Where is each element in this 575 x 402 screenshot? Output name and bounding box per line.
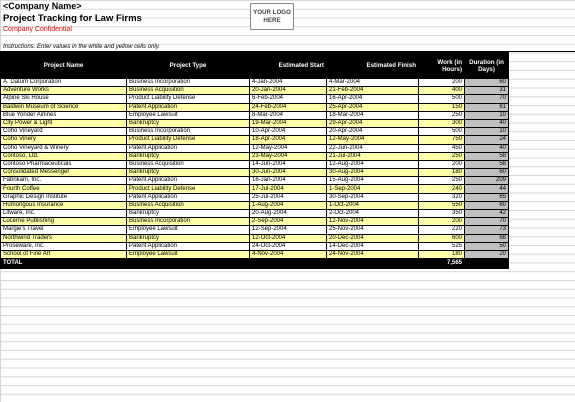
project-name-cell[interactable]: Lucerne Publishing [1, 218, 127, 226]
project-name-cell[interactable]: City Power & Light [1, 119, 127, 127]
table-row [1, 79, 509, 87]
estimated-finish-cell[interactable]: 14-Dec-2004 [327, 242, 419, 250]
estimated-finish-cell[interactable]: 20-Dec-2004 [327, 234, 419, 242]
project-table [0, 52, 509, 269]
estimated-finish-cell[interactable]: 1-Sep-2004 [327, 185, 419, 193]
estimated-start-cell[interactable]: 12-Sep-2004 [250, 226, 327, 234]
estimated-finish-cell[interactable]: 25-Nov-2004 [327, 226, 419, 234]
project-name-cell[interactable]: Alpine Ski House [1, 95, 127, 103]
table-row [1, 169, 509, 177]
duration-cell[interactable]: 58 [465, 152, 509, 160]
project-type-cell[interactable]: Bankruptcy [127, 169, 250, 177]
work-hours-cell[interactable]: 240 [419, 185, 465, 193]
estimated-start-cell[interactable]: 12-May-2004 [250, 144, 327, 152]
estimated-start-cell[interactable]: 4-Jan-2004 [250, 79, 327, 87]
project-name-cell[interactable]: Litware, Inc. [1, 210, 127, 218]
project-name-cell[interactable]: Northwind Traders [1, 234, 127, 242]
table-row [1, 185, 509, 193]
duration-cell[interactable]: 68 [465, 234, 509, 242]
table-row [1, 226, 509, 234]
work-hours-cell[interactable]: 200 [419, 160, 465, 168]
work-hours-cell[interactable]: 220 [419, 226, 465, 234]
estimated-start-cell[interactable]: 17-Jul-2004 [250, 185, 327, 193]
estimated-finish-cell[interactable]: 21-Jul-2004 [327, 152, 419, 160]
project-name-cell[interactable]: School of Fine Art [1, 250, 127, 258]
project-type-cell[interactable]: Patent Application [127, 103, 250, 111]
estimated-start-cell[interactable]: 16-Jan-2004 [250, 177, 327, 185]
estimated-start-cell[interactable]: 19-Mar-2004 [250, 119, 327, 127]
duration-cell[interactable]: 44 [465, 185, 509, 193]
project-type-cell[interactable]: Bankruptcy [127, 152, 250, 160]
table-row [1, 242, 509, 250]
project-type-cell[interactable]: Patent Application [127, 144, 250, 152]
col-header-work-hours[interactable]: Work (in Hours) [419, 53, 465, 79]
duration-cell[interactable]: 31 [465, 87, 509, 95]
estimated-finish-cell[interactable]: 30-Sep-2004 [327, 193, 419, 201]
project-type-cell[interactable]: Business Acquisition [127, 160, 250, 168]
estimated-start-cell[interactable]: 30-Jun-2004 [250, 169, 327, 177]
project-name-cell[interactable]: Proseware, Inc. [1, 242, 127, 250]
project-name-cell[interactable]: Adventure Works [1, 87, 127, 95]
total-empty-cell[interactable] [327, 259, 419, 269]
work-hours-cell[interactable]: 525 [419, 242, 465, 250]
estimated-start-cell[interactable]: 6-Feb-2004 [250, 95, 327, 103]
estimated-finish-cell[interactable]: 29-Apr-2004 [327, 119, 419, 127]
duration-cell[interactable]: 42 [465, 210, 509, 218]
estimated-finish-cell[interactable]: 18-Mar-2004 [327, 111, 419, 119]
sheet-title[interactable]: Project Tracking for Law Firms [3, 13, 142, 24]
project-name-cell[interactable]: Contoso Pharmaceuticals [1, 160, 127, 168]
estimated-start-cell[interactable]: 20-Jan-2004 [250, 87, 327, 95]
estimated-start-cell[interactable]: 4-Nov-2004 [250, 250, 327, 258]
table-row [1, 103, 509, 111]
work-hours-cell[interactable]: 350 [419, 210, 465, 218]
work-hours-cell[interactable]: 250 [419, 177, 465, 185]
work-hours-cell[interactable]: 200 [419, 79, 465, 87]
estimated-finish-cell[interactable]: 22-Jun-2004 [327, 144, 419, 152]
project-type-cell[interactable]: Product Liability Defense [127, 185, 250, 193]
confidential-label[interactable]: Company Confidential [3, 26, 72, 33]
project-name-cell[interactable]: Blue Yonder Airlines [1, 111, 127, 119]
project-name-cell[interactable]: Fabrikam, Inc. [1, 177, 127, 185]
total-empty-cell[interactable] [250, 259, 327, 269]
work-hours-cell[interactable]: 750 [419, 136, 465, 144]
estimated-finish-cell[interactable]: 1-Oct-2004 [327, 201, 419, 209]
table-row [1, 160, 509, 168]
table-row [1, 234, 509, 242]
table-row [1, 152, 509, 160]
project-name-cell[interactable]: Margie's Travel [1, 226, 127, 234]
work-hours-cell[interactable]: 250 [419, 152, 465, 160]
estimated-start-cell[interactable]: 12-Oct-2004 [250, 234, 327, 242]
col-header-estimated-start[interactable]: Estimated Start [250, 53, 327, 79]
table-row [1, 119, 509, 127]
project-type-cell[interactable]: Bankruptcy [127, 234, 250, 242]
project-name-cell[interactable]: Coho Vinery [1, 136, 127, 144]
total-empty-cell[interactable] [465, 259, 509, 269]
project-name-cell[interactable]: Contoso, Ltd. [1, 152, 127, 160]
duration-cell[interactable]: 70 [465, 218, 509, 226]
estimated-start-cell[interactable]: 24-Feb-2004 [250, 103, 327, 111]
project-type-cell[interactable]: Patent Application [127, 193, 250, 201]
table-row [1, 250, 509, 258]
estimated-finish-cell[interactable]: 16-Apr-2004 [327, 95, 419, 103]
duration-cell[interactable]: 40 [465, 144, 509, 152]
total-label[interactable]: TOTAL [1, 259, 127, 269]
logo-placeholder[interactable]: YOUR LOGO HERE [250, 3, 294, 30]
project-name-cell[interactable]: Graphic Design Institute [1, 193, 127, 201]
work-hours-cell[interactable]: 300 [419, 119, 465, 127]
estimated-finish-cell[interactable]: 12-Nov-2004 [327, 218, 419, 226]
estimated-start-cell[interactable]: 2-Sep-2004 [250, 218, 327, 226]
project-name-cell[interactable]: Baldwin Museum of Science [1, 103, 127, 111]
work-hours-cell[interactable]: 400 [419, 87, 465, 95]
table-row [1, 136, 509, 144]
work-hours-cell[interactable]: 600 [419, 234, 465, 242]
table-row [1, 144, 509, 152]
total-work[interactable]: 7,565 [419, 259, 465, 269]
duration-cell[interactable]: 209 [465, 177, 509, 185]
estimated-finish-cell[interactable]: 12-Aug-2004 [327, 160, 419, 168]
estimated-finish-cell[interactable]: 20-Apr-2004 [327, 128, 419, 136]
table-row [1, 218, 509, 226]
project-type-cell[interactable]: Employee Lawsuit [127, 226, 250, 234]
estimated-start-cell[interactable]: 20-Aug-2004 [250, 210, 327, 218]
duration-cell[interactable]: 10 [465, 128, 509, 136]
estimated-finish-cell[interactable]: 30-Aug-2004 [327, 169, 419, 177]
header-row [1, 53, 509, 79]
project-type-cell[interactable]: Business Acquisition [127, 201, 250, 209]
estimated-start-cell[interactable]: 23-May-2004 [250, 152, 327, 160]
project-type-cell[interactable]: Business Incorporation [127, 218, 250, 226]
estimated-finish-cell[interactable]: 2-Oct-2004 [327, 210, 419, 218]
project-type-cell[interactable]: Bankruptcy [127, 210, 250, 218]
estimated-start-cell[interactable]: 14-Jun-2004 [250, 160, 327, 168]
estimated-finish-cell[interactable]: 15-Aug-2004 [327, 177, 419, 185]
table-row [1, 87, 509, 95]
col-header-project-type[interactable]: Project Type [127, 53, 250, 79]
company-name[interactable]: <Company Name> [3, 1, 82, 11]
duration-cell[interactable]: 60 [465, 201, 509, 209]
table-row [1, 128, 509, 136]
col-header-duration-days[interactable]: Duration (in Days) [465, 53, 509, 79]
project-type-cell[interactable]: Product Liability Defense [127, 136, 250, 144]
duration-cell[interactable]: 60 [465, 169, 509, 177]
work-hours-cell[interactable]: 180 [419, 169, 465, 177]
table-row [1, 111, 509, 119]
project-type-cell[interactable]: Business Acquisition [127, 87, 250, 95]
work-hours-cell[interactable]: 250 [419, 111, 465, 119]
work-hours-cell[interactable]: 500 [419, 95, 465, 103]
project-name-cell[interactable]: Coho Vineyard [1, 128, 127, 136]
estimated-start-cell[interactable]: 24-Oct-2004 [250, 242, 327, 250]
project-name-cell[interactable]: Consolidated Messenger [1, 169, 127, 177]
total-empty-cell[interactable] [127, 259, 250, 269]
table-row [1, 210, 509, 218]
project-type-cell[interactable]: Bankruptcy [127, 119, 250, 127]
col-header-estimated-finish[interactable]: Estimated Finish [327, 53, 419, 79]
work-hours-cell[interactable]: 150 [419, 103, 465, 111]
duration-cell[interactable]: 58 [465, 160, 509, 168]
work-hours-cell[interactable]: 500 [419, 128, 465, 136]
estimated-start-cell[interactable]: 1-Aug-2004 [250, 201, 327, 209]
estimated-finish-cell[interactable]: 12-May-2004 [327, 136, 419, 144]
project-name-cell[interactable]: Coho Vineyard & Winery [1, 144, 127, 152]
duration-cell[interactable]: 20 [465, 250, 509, 258]
estimated-finish-cell[interactable]: 24-Nov-2004 [327, 250, 419, 258]
project-type-cell[interactable]: Product Liability Defense [127, 95, 250, 103]
table-row [1, 201, 509, 209]
duration-cell[interactable]: 24 [465, 136, 509, 144]
duration-cell[interactable]: 50 [465, 242, 509, 250]
work-hours-cell[interactable]: 180 [419, 250, 465, 258]
duration-cell[interactable]: 65 [465, 193, 509, 201]
estimated-start-cell[interactable]: 25-Jul-2004 [250, 193, 327, 201]
duration-cell[interactable]: 70 [465, 95, 509, 103]
estimated-finish-cell[interactable]: 4-Mar-2004 [327, 79, 419, 87]
estimated-finish-cell[interactable]: 25-Apr-2004 [327, 103, 419, 111]
project-name-cell[interactable]: Humongous Insurance [1, 201, 127, 209]
duration-cell[interactable]: 73 [465, 226, 509, 234]
duration-cell[interactable]: 10 [465, 111, 509, 119]
table-row [1, 95, 509, 103]
project-name-cell[interactable]: Fourth Coffee [1, 185, 127, 193]
duration-cell[interactable]: 40 [465, 119, 509, 127]
col-header-project-name[interactable]: Project Name [1, 53, 127, 79]
duration-cell[interactable]: 61 [465, 103, 509, 111]
estimated-start-cell[interactable]: 10-Apr-2004 [250, 128, 327, 136]
table-row [1, 177, 509, 185]
work-hours-cell[interactable]: 550 [419, 201, 465, 209]
project-name-cell[interactable]: A. Datum Corporation [1, 79, 127, 87]
duration-cell[interactable]: 60 [465, 79, 509, 87]
project-type-cell[interactable]: Employee Lawsuit [127, 111, 250, 119]
estimated-start-cell[interactable]: 18-Apr-2004 [250, 136, 327, 144]
project-type-cell[interactable]: Employee Lawsuit [127, 250, 250, 258]
work-hours-cell[interactable]: 200 [419, 218, 465, 226]
project-type-cell[interactable]: Business Incorporation [127, 128, 250, 136]
project-type-cell[interactable]: Business Incorporation [127, 79, 250, 87]
estimated-start-cell[interactable]: 8-Mar-2004 [250, 111, 327, 119]
project-type-cell[interactable]: Patent Application [127, 177, 250, 185]
instructions-text: Instructions: Enter values in the white and yellow cells only. [3, 44, 160, 50]
work-hours-cell[interactable]: 320 [419, 193, 465, 201]
estimated-finish-cell[interactable]: 21-Feb-2004 [327, 87, 419, 95]
total-row [1, 259, 509, 269]
work-hours-cell[interactable]: 450 [419, 144, 465, 152]
table-row [1, 193, 509, 201]
project-type-cell[interactable]: Patent Application [127, 242, 250, 250]
